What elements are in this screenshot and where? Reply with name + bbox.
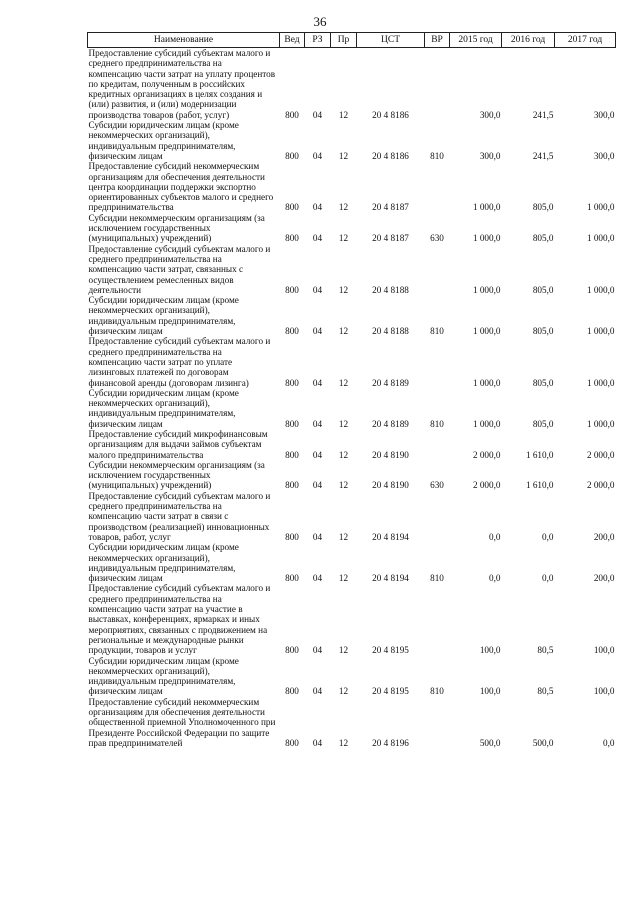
cell-pr: 12 <box>338 480 349 491</box>
cell-2016: 80,5 <box>537 686 554 697</box>
cell-2017: 2 000,0 <box>586 480 615 491</box>
cell-2017: 1 000,0 <box>586 418 615 429</box>
cell-2015: 0,0 <box>489 531 501 542</box>
cell-rz: 04 <box>312 573 323 584</box>
cell-pr: 12 <box>338 233 349 244</box>
table-row <box>88 213 616 244</box>
cell-cst: 20 4 8194 <box>372 573 409 584</box>
cell-name: Предоставление субсидий субъектам малого и среднего предпринимательства на компенсацию части затрат по уплате лизинговых платежей по договорам финансовой аренды (договорам лизинга) <box>88 336 271 388</box>
cell-name: Предоставление субсидий субъектам малого и среднего предпринимательства на компенсацию части затрат на уплату процентов по кредитам, полученным в российских кредитных организациях в целях создания и (или) развития, и (или) модернизации производства товаров (работ, услуг) <box>88 48 276 120</box>
cell-ved: 800 <box>285 737 299 748</box>
cell-pr: 12 <box>338 326 349 337</box>
cell-rz: 04 <box>312 284 323 295</box>
page-number: 36 <box>313 14 327 29</box>
table-row <box>88 161 616 212</box>
cell-ved: 800 <box>285 645 299 656</box>
cell-2017: 100,0 <box>593 645 615 656</box>
header-ved: Вед <box>280 33 305 48</box>
cell-2015: 1 000,0 <box>472 326 501 337</box>
cell-2015: 1 000,0 <box>472 202 501 213</box>
cell-vr: 630 <box>430 480 444 491</box>
cell-name: Субсидии некоммерческим организациям (за исключением государственных (муниципальных) учреждений) <box>88 459 265 491</box>
cell-2017: 1 000,0 <box>586 233 615 244</box>
cell-vr <box>425 429 450 460</box>
table-row <box>88 542 616 583</box>
table-row <box>88 336 616 387</box>
cell-2016: 241,5 <box>532 109 554 120</box>
cell-2016: 805,0 <box>532 377 554 388</box>
cell-ved: 800 <box>285 109 299 120</box>
cell-2015: 2 000,0 <box>472 480 501 491</box>
cell-2017: 2 000,0 <box>586 449 615 460</box>
cell-cst: 20 4 8195 <box>372 645 409 656</box>
cell-2017: 1 000,0 <box>586 377 615 388</box>
budget-table <box>87 32 616 748</box>
cell-2015: 300,0 <box>479 109 501 120</box>
cell-ved: 800 <box>285 284 299 295</box>
cell-pr: 12 <box>338 737 349 748</box>
cell-2016: 500,0 <box>532 737 554 748</box>
cell-2017: 200,0 <box>593 573 615 584</box>
cell-cst: 20 4 8195 <box>372 686 409 697</box>
cell-2017: 200,0 <box>593 531 615 542</box>
cell-name: Предоставление субсидий некоммерческим организациям для обеспечения деятельности общественной приемной Уполномоченного при Президенте Российской Федерации по защите прав предпринимателей <box>88 696 276 748</box>
cell-name: Субсидии юридическим лицам (кроме некоммерческих организаций), индивидуальным предпринимателям, физическим лицам <box>88 295 239 337</box>
cell-2016: 0,0 <box>542 531 554 542</box>
cell-rz: 04 <box>312 737 323 748</box>
cell-vr <box>425 161 450 212</box>
cell-vr: 810 <box>430 150 444 161</box>
cell-vr: 810 <box>430 418 444 429</box>
cell-ved: 800 <box>285 531 299 542</box>
cell-name: Предоставление субсидий субъектам малого и среднего предпринимательства на компенсацию части затрат в связи с производством (реализацией) инновационных товаров, работ, услуг <box>88 490 271 542</box>
cell-name: Субсидии юридическим лицам (кроме некоммерческих организаций), индивидуальным предпринимателям, физическим лицам <box>88 655 239 697</box>
table-row <box>88 295 616 336</box>
cell-ved: 800 <box>285 686 299 697</box>
table-row <box>88 697 616 748</box>
table-row <box>88 491 616 542</box>
cell-name: Предоставление субсидий микрофинансовым организациям для выдачи займов субъектам малого предпринимательства <box>88 428 268 460</box>
cell-rz: 04 <box>312 150 323 161</box>
cell-rz: 04 <box>312 449 323 460</box>
cell-name: Предоставление субсидий субъектам малого и среднего предпринимательства на компенсацию части затрат, связанных с осуществлением ремесленных видов деятельности <box>88 243 271 295</box>
cell-vr: 630 <box>430 233 444 244</box>
table-row <box>88 48 616 121</box>
table-row <box>88 120 616 161</box>
cell-2017: 300,0 <box>593 109 615 120</box>
cell-name: Предоставление субсидий некоммерческим организациям для обеспечения деятельности центра координации поддержки экспортно ориентированных субъектов малого и среднего предпринимательства <box>88 161 274 213</box>
cell-2017: 1 000,0 <box>586 326 615 337</box>
cell-2015: 500,0 <box>479 737 501 748</box>
cell-vr <box>425 48 450 121</box>
cell-pr: 12 <box>338 284 349 295</box>
cell-ved: 800 <box>285 573 299 584</box>
cell-2015: 1 000,0 <box>472 284 501 295</box>
cell-2016: 0,0 <box>542 573 554 584</box>
header-2017: 2017 год <box>555 33 616 48</box>
cell-2016: 80,5 <box>537 645 554 656</box>
cell-ved: 800 <box>285 449 299 460</box>
cell-ved: 800 <box>285 326 299 337</box>
cell-rz: 04 <box>312 645 323 656</box>
cell-rz: 04 <box>312 480 323 491</box>
cell-2015: 100,0 <box>479 686 501 697</box>
cell-name: Субсидии юридическим лицам (кроме некоммерческих организаций), индивидуальным предпринимателям, физическим лицам <box>88 120 239 161</box>
cell-2015: 1 000,0 <box>472 377 501 388</box>
cell-2017: 1 000,0 <box>586 202 615 213</box>
cell-2015: 1 000,0 <box>472 233 501 244</box>
table-row <box>88 656 616 697</box>
header-rz: РЗ <box>305 33 331 48</box>
cell-vr: 810 <box>430 573 444 584</box>
cell-pr: 12 <box>338 686 349 697</box>
cell-pr: 12 <box>338 418 349 429</box>
cell-rz: 04 <box>312 418 323 429</box>
cell-2016: 1 610,0 <box>525 480 554 491</box>
cell-ved: 800 <box>285 377 299 388</box>
cell-cst: 20 4 8189 <box>372 418 409 429</box>
header-2016: 2016 год <box>502 33 555 48</box>
cell-pr: 12 <box>338 645 349 656</box>
cell-ved: 800 <box>285 480 299 491</box>
cell-cst: 20 4 8187 <box>372 202 409 213</box>
cell-rz: 04 <box>312 377 323 388</box>
cell-ved: 800 <box>285 418 299 429</box>
table-row <box>88 460 616 491</box>
cell-vr <box>425 697 450 748</box>
header-cst: ЦСТ <box>357 33 425 48</box>
cell-ved: 800 <box>285 233 299 244</box>
cell-cst: 20 4 8196 <box>372 737 409 748</box>
cell-pr: 12 <box>338 150 349 161</box>
cell-cst: 20 4 8186 <box>372 150 409 161</box>
cell-rz: 04 <box>312 202 323 213</box>
table-header-row <box>88 33 616 48</box>
cell-cst: 20 4 8194 <box>372 531 409 542</box>
cell-2016: 805,0 <box>532 418 554 429</box>
cell-2016: 241,5 <box>532 150 554 161</box>
header-pr: Пр <box>331 33 357 48</box>
header-2015: 2015 год <box>450 33 502 48</box>
cell-cst: 20 4 8188 <box>372 284 409 295</box>
cell-2015: 300,0 <box>479 150 501 161</box>
cell-2017: 0,0 <box>603 737 615 748</box>
cell-vr: 810 <box>430 326 444 337</box>
table-row <box>88 429 616 460</box>
cell-pr: 12 <box>338 531 349 542</box>
cell-name: Субсидии некоммерческим организациям (за исключением государственных (муниципальных) учреждений) <box>88 212 265 244</box>
cell-pr: 12 <box>338 377 349 388</box>
cell-2016: 805,0 <box>532 233 554 244</box>
cell-2017: 300,0 <box>593 150 615 161</box>
cell-name: Субсидии юридическим лицам (кроме некоммерческих организаций), индивидуальным предпринимателям, физическим лицам <box>88 387 239 429</box>
cell-2015: 100,0 <box>479 645 501 656</box>
cell-vr <box>425 583 450 655</box>
cell-vr <box>425 336 450 387</box>
cell-2017: 1 000,0 <box>586 284 615 295</box>
cell-2015: 0,0 <box>489 573 501 584</box>
cell-rz: 04 <box>312 233 323 244</box>
cell-vr: 810 <box>430 686 444 697</box>
cell-rz: 04 <box>312 531 323 542</box>
cell-2015: 2 000,0 <box>472 449 501 460</box>
cell-2016: 805,0 <box>532 202 554 213</box>
cell-rz: 04 <box>312 109 323 120</box>
cell-vr <box>425 491 450 542</box>
cell-cst: 20 4 8187 <box>372 233 409 244</box>
cell-2016: 805,0 <box>532 326 554 337</box>
cell-name: Субсидии юридическим лицам (кроме некоммерческих организаций), индивидуальным предпринимателям, физическим лицам <box>88 542 239 584</box>
cell-cst: 20 4 8188 <box>372 326 409 337</box>
header-vr: ВР <box>425 33 450 48</box>
cell-pr: 12 <box>338 109 349 120</box>
cell-ved: 800 <box>285 202 299 213</box>
cell-2016: 1 610,0 <box>525 449 554 460</box>
cell-pr: 12 <box>338 573 349 584</box>
cell-pr: 12 <box>338 449 349 460</box>
cell-cst: 20 4 8190 <box>372 480 409 491</box>
header-name: Наименование <box>88 33 280 48</box>
cell-2015: 1 000,0 <box>472 418 501 429</box>
cell-rz: 04 <box>312 686 323 697</box>
cell-ved: 800 <box>285 150 299 161</box>
cell-name: Предоставление субсидий субъектам малого и среднего предпринимательства на компенсацию части затрат на участие в выставках, конференциях, ярмарках и иных мероприятиях, связанных с продвижением на региональные и международные рынки продукции, товаров и услуг <box>88 583 271 656</box>
cell-2016: 805,0 <box>532 284 554 295</box>
cell-cst: 20 4 8186 <box>372 109 409 120</box>
table-row <box>88 583 616 655</box>
table-row <box>88 388 616 429</box>
cell-pr: 12 <box>338 202 349 213</box>
cell-cst: 20 4 8190 <box>372 449 409 460</box>
table-row <box>88 244 616 295</box>
cell-2017: 100,0 <box>593 686 615 697</box>
cell-rz: 04 <box>312 326 323 337</box>
cell-vr <box>425 244 450 295</box>
cell-cst: 20 4 8189 <box>372 377 409 388</box>
